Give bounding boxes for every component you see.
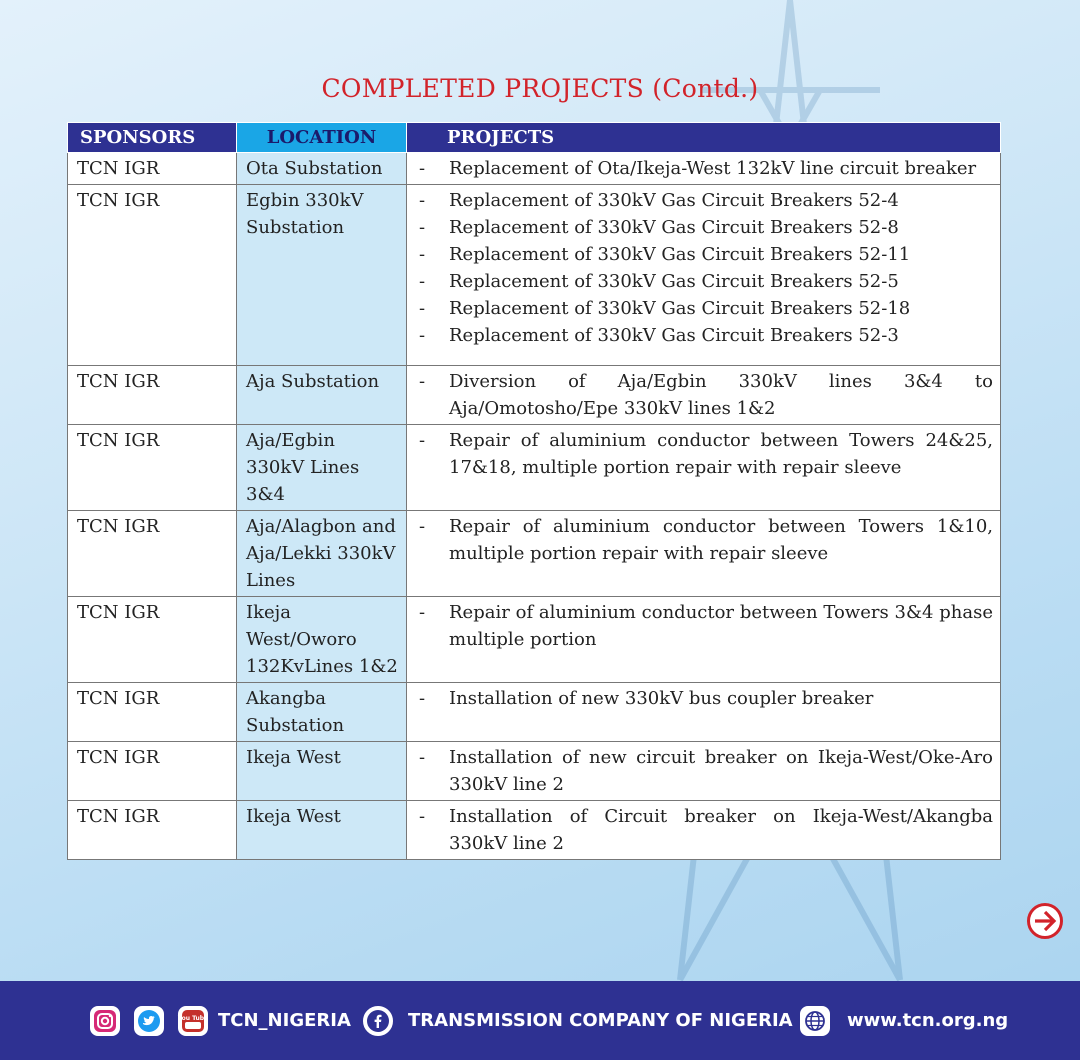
youtube-icon[interactable]	[178, 1006, 208, 1036]
project-text: Replacement of 330kV Gas Circuit Breakers 52-5	[449, 271, 899, 292]
header-sponsors: SPONSORS	[68, 123, 237, 153]
bullet-dash: -	[419, 190, 426, 211]
project-item	[419, 241, 993, 268]
project-item	[419, 295, 993, 322]
projects-cell	[407, 683, 1001, 742]
project-item	[419, 599, 993, 653]
table-row	[68, 511, 1001, 597]
table-row	[68, 425, 1001, 511]
sponsor-cell: TCN IGR	[68, 153, 237, 185]
project-item	[419, 214, 993, 241]
footer-bar	[0, 981, 1080, 1060]
project-item	[419, 368, 993, 422]
sponsor-cell: TCN IGR	[68, 801, 237, 860]
table-header-row	[68, 123, 1001, 153]
header-location: LOCATION	[237, 123, 407, 153]
bullet-dash: -	[419, 602, 426, 623]
table-row	[68, 683, 1001, 742]
project-text: Installation of Circuit breaker on Ikeja-West/Akangba 330kV line 2	[449, 806, 993, 854]
projects-cell	[407, 366, 1001, 425]
next-page-button[interactable]	[1027, 903, 1063, 939]
bullet-dash: -	[419, 806, 426, 827]
project-item	[419, 155, 993, 182]
bullet-dash: -	[419, 244, 426, 265]
project-text: Replacement of Ota/Ikeja-West 132kV line circuit breaker	[449, 158, 977, 179]
location-cell: Egbin 330kV Substation	[237, 185, 407, 366]
project-item	[419, 427, 993, 481]
project-text: Diversion of Aja/Egbin 330kV lines 3&4 to Aja/Omotosho/Epe 330kV lines 1&2	[449, 371, 993, 419]
twitter-icon[interactable]	[134, 1006, 164, 1036]
location-cell: Ota Substation	[237, 153, 407, 185]
globe-icon[interactable]	[800, 1006, 830, 1036]
project-text: Repair of aluminium conductor between Towers 24&25, 17&18, multiple portion repair with repair sleeve	[449, 430, 993, 478]
projects-cell	[407, 185, 1001, 366]
project-item	[419, 322, 993, 349]
sponsor-cell: TCN IGR	[68, 597, 237, 683]
project-item	[419, 744, 993, 798]
project-text: Installation of new circuit breaker on Ikeja-West/Oke-Aro 330kV line 2	[449, 747, 993, 795]
bullet-dash: -	[419, 371, 426, 392]
project-item	[419, 513, 993, 567]
project-item	[419, 187, 993, 214]
projects-cell	[407, 511, 1001, 597]
sponsor-cell: TCN IGR	[68, 742, 237, 801]
bullet-dash: -	[419, 298, 426, 319]
table-row	[68, 366, 1001, 425]
table-row	[68, 742, 1001, 801]
bullet-dash: -	[419, 271, 426, 292]
bullet-dash: -	[419, 325, 426, 346]
bullet-dash: -	[419, 430, 426, 451]
project-text: Repair of aluminium conductor between Towers 3&4 phase multiple portion	[449, 602, 993, 650]
table-row	[68, 597, 1001, 683]
project-text: Installation of new 330kV bus coupler breaker	[449, 688, 874, 709]
sponsor-cell: TCN IGR	[68, 511, 237, 597]
table-row	[68, 185, 1001, 366]
projects-cell	[407, 597, 1001, 683]
sponsor-cell: TCN IGR	[68, 185, 237, 366]
table-body	[68, 153, 1001, 860]
bullet-dash: -	[419, 688, 426, 709]
bullet-dash: -	[419, 747, 426, 768]
bullet-dash: -	[419, 217, 426, 238]
projects-cell	[407, 153, 1001, 185]
sponsor-cell: TCN IGR	[68, 366, 237, 425]
table-row	[68, 801, 1001, 860]
project-text: Repair of aluminium conductor between Towers 1&10, multiple portion repair with repair sleeve	[449, 516, 993, 564]
location-cell: Aja/Alagbon and Aja/Lekki 330kV Lines	[237, 511, 407, 597]
footer-handle[interactable]: TCN_NIGERIA	[218, 1010, 351, 1031]
bullet-dash: -	[419, 158, 426, 179]
project-text: Replacement of 330kV Gas Circuit Breakers 52-11	[449, 244, 911, 265]
projects-table	[67, 122, 1001, 860]
page-title: COMPLETED PROJECTS (Contd.)	[321, 74, 759, 103]
location-cell: Ikeja West/Oworo 132KvLines 1&2	[237, 597, 407, 683]
footer-website-link[interactable]: www.tcn.org.ng	[847, 1010, 1009, 1031]
sponsor-cell: TCN IGR	[68, 425, 237, 511]
location-cell: Ikeja West	[237, 801, 407, 860]
table-row	[68, 153, 1001, 185]
location-cell: Akangba Substation	[237, 683, 407, 742]
location-cell: Ikeja West	[237, 742, 407, 801]
project-item	[419, 268, 993, 295]
instagram-icon[interactable]	[90, 1006, 120, 1036]
youtube-you-text: You Tube	[177, 1015, 209, 1022]
project-item	[419, 685, 993, 712]
location-cell: Aja Substation	[237, 366, 407, 425]
projects-cell	[407, 425, 1001, 511]
footer-company-name: TRANSMISSION COMPANY OF NIGERIA	[408, 1010, 793, 1031]
projects-cell	[407, 742, 1001, 801]
project-text: Replacement of 330kV Gas Circuit Breakers 52-18	[449, 298, 911, 319]
header-projects: PROJECTS	[407, 123, 1001, 153]
facebook-icon[interactable]	[363, 1006, 393, 1036]
project-text: Replacement of 330kV Gas Circuit Breakers 52-4	[449, 190, 899, 211]
location-cell: Aja/Egbin 330kV Lines 3&4	[237, 425, 407, 511]
project-text: Replacement of 330kV Gas Circuit Breakers 52-8	[449, 217, 899, 238]
project-text: Replacement of 330kV Gas Circuit Breakers 52-3	[449, 325, 899, 346]
bullet-dash: -	[419, 516, 426, 537]
projects-cell	[407, 801, 1001, 860]
sponsor-cell: TCN IGR	[68, 683, 237, 742]
project-item	[419, 803, 993, 857]
arrow-right-icon	[1030, 906, 1060, 936]
